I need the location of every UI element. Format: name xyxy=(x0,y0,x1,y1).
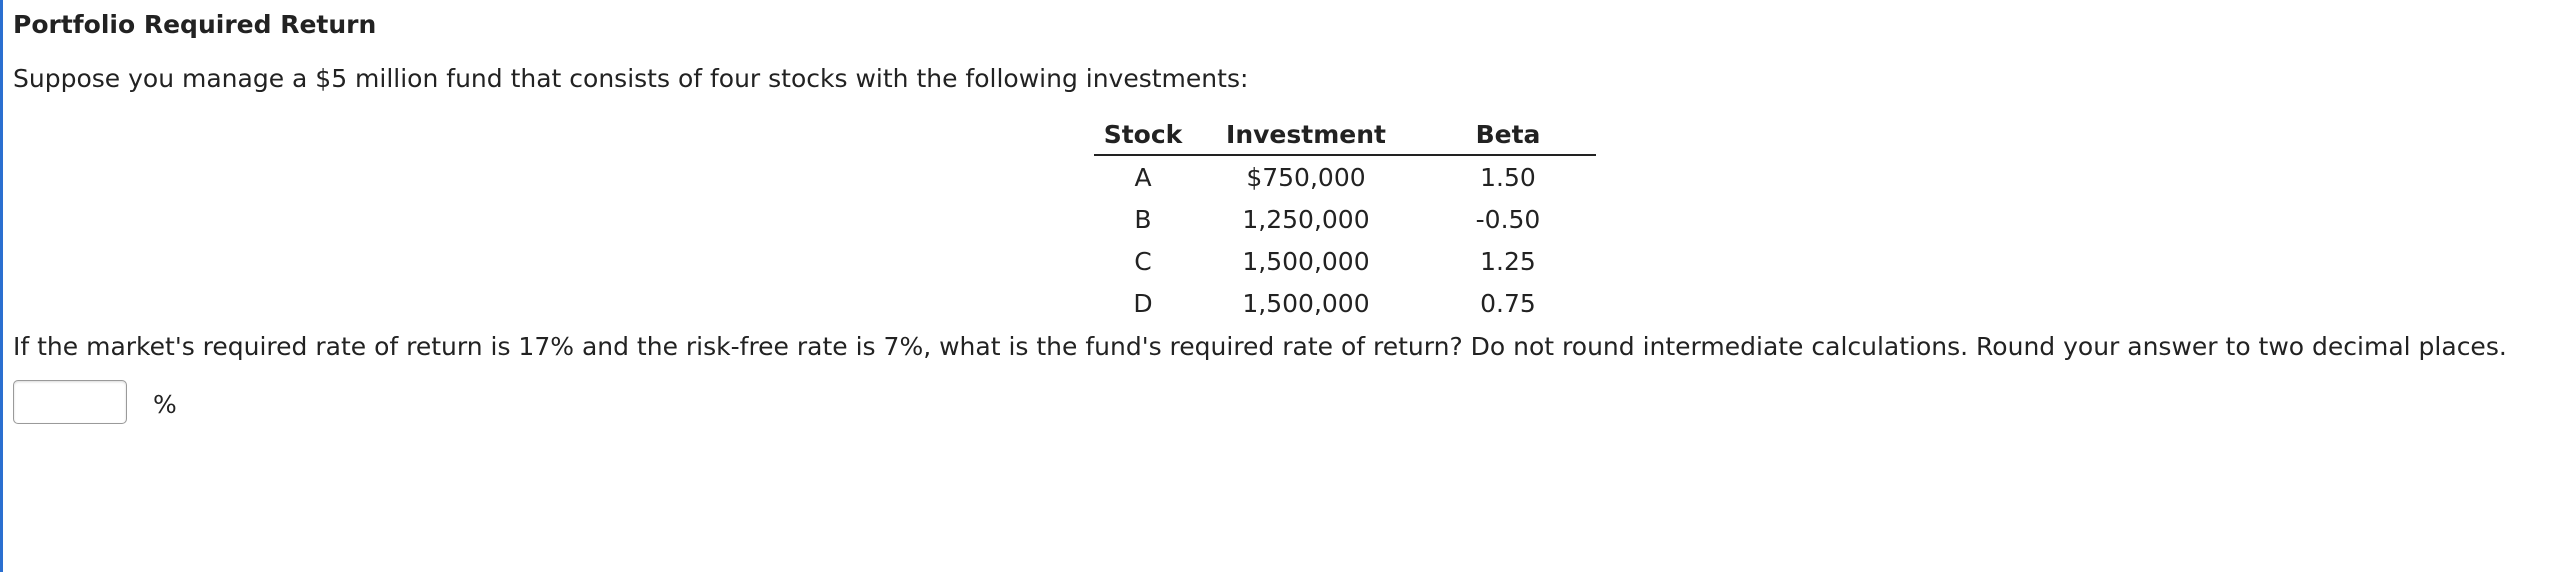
table-row xyxy=(1094,282,1596,324)
question-panel xyxy=(13,0,2576,572)
header-stock: Stock xyxy=(1094,114,1192,155)
investments-table xyxy=(1094,114,1596,324)
page-title: Portfolio Required Return xyxy=(13,10,377,39)
left-accent-rule xyxy=(0,0,3,572)
question-text: If the market's required rate of return is 17% and the risk-free rate is 7%, what is the fund's required rate of return? Do not round intermediate calculations. Round your answer to two decimal places. xyxy=(13,332,2507,361)
cell-beta: 1.50 xyxy=(1480,162,1536,192)
table-row xyxy=(1094,198,1596,240)
table-row xyxy=(1094,240,1596,282)
percent-unit-label: % xyxy=(153,390,177,419)
cell-investment: 1,500,000 xyxy=(1242,246,1370,276)
cell-stock: B xyxy=(1134,204,1152,234)
cell-beta: -0.50 xyxy=(1475,204,1541,234)
table-row xyxy=(1094,155,1596,198)
header-beta: Beta xyxy=(1420,114,1596,155)
cell-beta: 1.25 xyxy=(1480,246,1536,276)
cell-investment: $750,000 xyxy=(1246,162,1366,192)
header-investment: Investment xyxy=(1192,114,1420,155)
cell-beta: 0.75 xyxy=(1480,288,1536,318)
cell-investment: 1,500,000 xyxy=(1242,288,1370,318)
table-header-row xyxy=(1094,114,1596,155)
cell-stock: A xyxy=(1134,162,1152,192)
cell-investment: 1,250,000 xyxy=(1242,204,1370,234)
cell-stock: C xyxy=(1134,246,1152,276)
intro-text: Suppose you manage a $5 million fund that consists of four stocks with the following investments: xyxy=(13,64,1249,93)
answer-input[interactable] xyxy=(13,380,127,424)
cell-stock: D xyxy=(1133,288,1153,318)
